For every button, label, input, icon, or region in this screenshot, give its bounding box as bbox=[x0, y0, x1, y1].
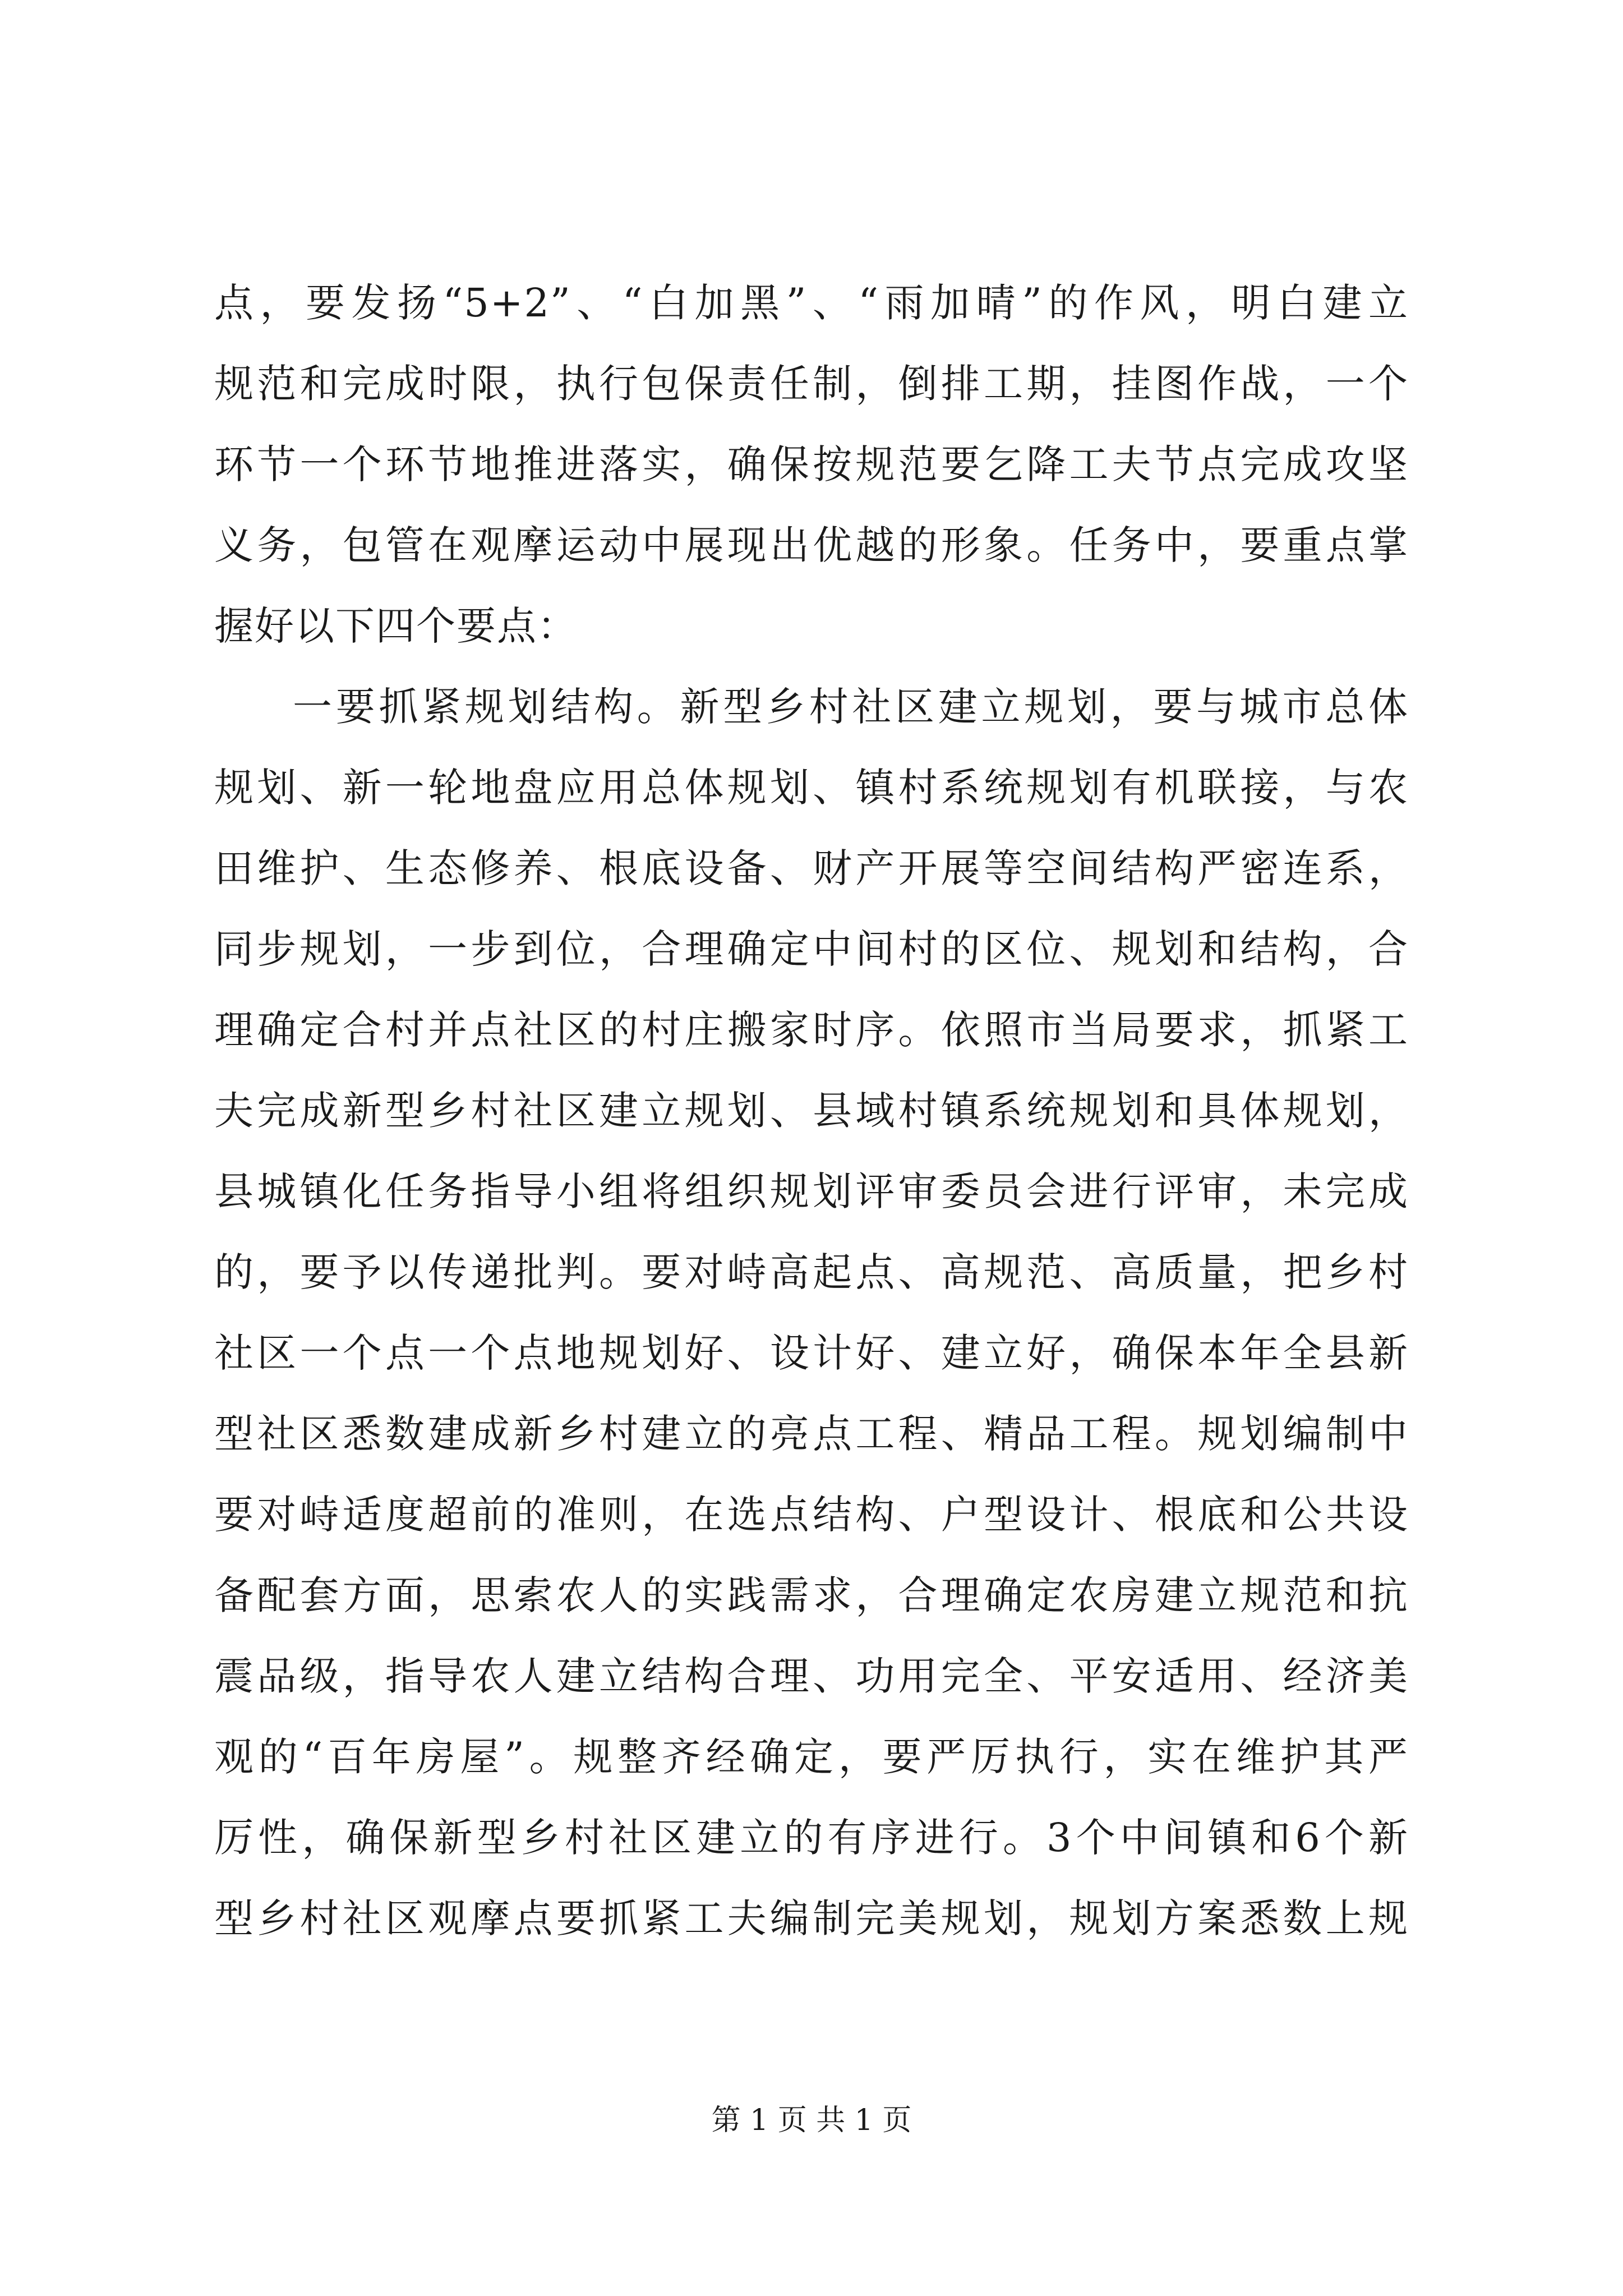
text-line: 县城镇化任务指导小组将组织规划评审委员会进行评审，未完成 bbox=[214, 1168, 1409, 1214]
text-line: 备配套方面，思索农人的实践需求，合理确定农房建立规范和抗 bbox=[214, 1572, 1409, 1618]
text-line: 型社区悉数建成新乡村建立的亮点工程、精品工程。规划编制中 bbox=[214, 1411, 1409, 1457]
text-line: 点，要发扬“5+2”、“白加黑”、“雨加晴”的作风，明白建立 bbox=[214, 280, 1409, 326]
text-line: 同步规划，一步到位，合理确定中间村的区位、规划和结构，合 bbox=[214, 926, 1409, 972]
text-line: 环节一个环节地推进落实，确保按规范要乞降工夫节点完成攻坚 bbox=[214, 441, 1409, 487]
text-line: 震品级，指导农人建立结构合理、功用完全、平安适用、经济美 bbox=[214, 1653, 1409, 1699]
text-line: 社区一个点一个点地规划好、设计好、建立好，确保本年全县新 bbox=[214, 1330, 1409, 1376]
text-line: 握好以下四个要点： bbox=[214, 603, 578, 649]
page-footer: 第 1 页 共 1 页 bbox=[711, 2104, 912, 2137]
paragraph-2 bbox=[214, 666, 1409, 1959]
document-body bbox=[214, 263, 1409, 1959]
text-line: 规划、新一轮地盘应用总体规划、镇村系统规划有机联接，与农 bbox=[214, 765, 1409, 811]
text-line: 田维护、生态修养、根底设备、财产开展等空间结构严密连系， bbox=[214, 845, 1409, 891]
text-line: 一要抓紧规划结构。新型乡村社区建立规划，要与城市总体 bbox=[293, 684, 1409, 730]
text-line: 义务，包管在观摩运动中展现出优越的形象。任务中，要重点掌 bbox=[214, 522, 1409, 568]
paragraph-1 bbox=[214, 263, 1409, 666]
text-line: 的，要予以传递批判。要对峙高起点、高规范、高质量，把乡村 bbox=[214, 1249, 1409, 1295]
text-line: 型乡村社区观摩点要抓紧工夫编制完美规划，规划方案悉数上规 bbox=[214, 1895, 1409, 1941]
text-line: 厉性，确保新型乡村社区建立的有序进行。3个中间镇和6个新 bbox=[214, 1815, 1409, 1861]
text-line: 夫完成新型乡村社区建立规划、县域村镇系统规划和具体规划， bbox=[214, 1088, 1409, 1134]
text-line: 要对峙适度超前的准则，在选点结构、户型设计、根底和公共设 bbox=[214, 1492, 1409, 1538]
text-line: 观的“百年房屋”。规整齐经确定，要严厉执行，实在维护其严 bbox=[214, 1734, 1409, 1780]
text-line: 理确定合村并点社区的村庄搬家时序。依照市当局要求，抓紧工 bbox=[214, 1007, 1409, 1053]
text-line: 规范和完成时限，执行包保责任制，倒排工期，挂图作战，一个 bbox=[214, 361, 1409, 407]
